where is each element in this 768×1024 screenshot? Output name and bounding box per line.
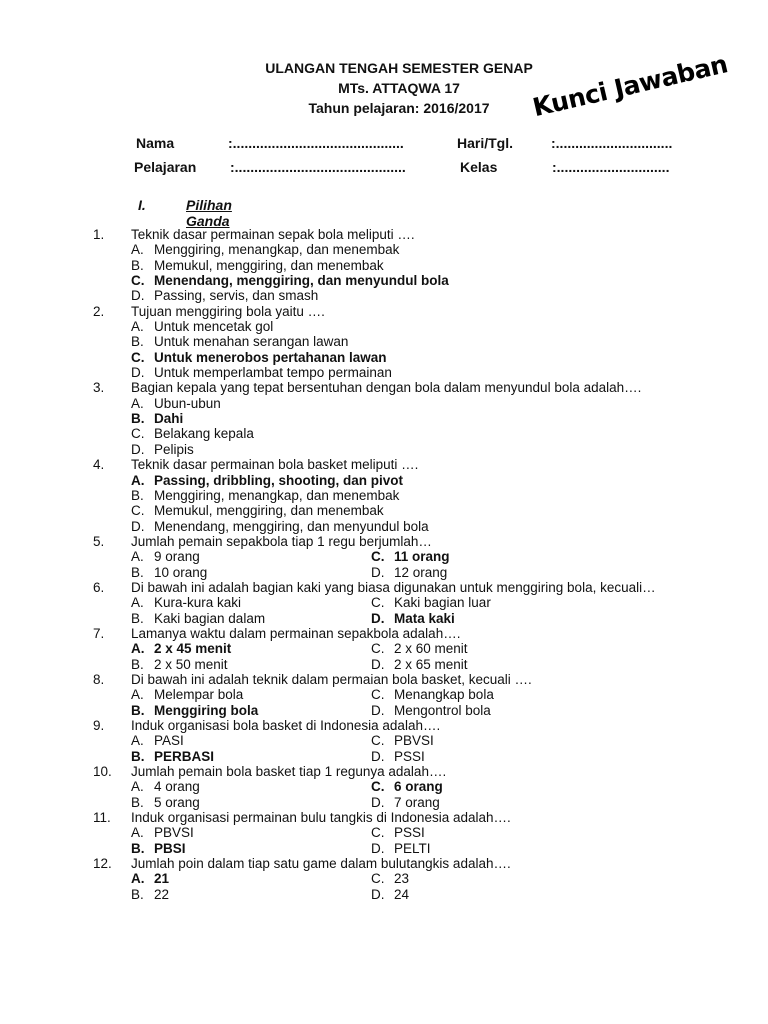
option-letter: C. (131, 273, 145, 289)
option-text: PASI (154, 733, 184, 749)
question-item (0, 626, 768, 672)
option-letter: B. (131, 656, 144, 672)
answer-key-stamp: Kunci Jawaban (530, 49, 731, 123)
question-list (0, 227, 768, 902)
option-text: PSSI (394, 748, 425, 764)
option-text: Melempar bola (154, 687, 244, 703)
option-text: Belakang kepala (154, 426, 254, 442)
option-text: Kaki bagian dalam (154, 610, 266, 626)
option-letter: B. (131, 794, 144, 810)
option-text: PERBASI (154, 748, 215, 764)
option-text: Passing, dribbling, shooting, dan pivot (154, 472, 403, 488)
option-letter: A. (131, 549, 144, 565)
option-letter: B. (131, 334, 144, 350)
option-letter: D. (371, 840, 385, 856)
kelas-field: :............................. (552, 159, 670, 175)
question-text: Induk organisasi permainan bulu tangkis di Indonesia adalah…. (131, 810, 511, 826)
question-text: Bagian kepala yang tepat bersentuhan dengan bola dalam menyundul bola adalah…. (131, 380, 642, 396)
option-text: 22 (154, 886, 170, 902)
student-info (0, 135, 768, 183)
option-letter: C. (131, 503, 145, 519)
question-number: 6. (93, 579, 105, 595)
option-letter: A. (131, 395, 144, 411)
question-item (0, 810, 768, 856)
question-item (0, 227, 768, 304)
option-text: Untuk memperlambat tempo permainan (154, 365, 392, 381)
question-item (0, 380, 768, 457)
option-letter: A. (131, 733, 144, 749)
option-letter: B. (131, 257, 144, 273)
option-letter: A. (131, 472, 145, 488)
question-item (0, 856, 768, 902)
question-number: 3. (93, 380, 105, 396)
option-text: 11 orang (394, 549, 450, 565)
option-text: PELTI (394, 840, 431, 856)
option-text: Mata kaki (394, 610, 455, 626)
option-text: Untuk menerobos pertahanan lawan (154, 349, 387, 365)
option-text: PBVSI (154, 825, 194, 841)
option-letter: D. (131, 288, 145, 304)
question-item (0, 457, 768, 534)
pelajaran-label: Pelajaran (134, 159, 197, 175)
option-letter: D. (371, 564, 385, 580)
option-text: Memukul, menggiring, dan menembak (154, 257, 384, 273)
option-text: Ubun-ubun (154, 395, 221, 411)
option-letter: A. (131, 319, 144, 335)
option-text: PBSI (154, 840, 186, 856)
option-text: Mengontrol bola (394, 702, 491, 718)
option-letter: C. (371, 825, 385, 841)
question-text: Teknik dasar permainan sepak bola meliputi …. (131, 227, 415, 242)
question-number: 5. (93, 533, 105, 549)
section-number: I. (138, 197, 146, 213)
kelas-label: Kelas (460, 159, 498, 175)
option-text: Memukul, menggiring, dan menembak (154, 503, 384, 519)
option-text: 2 x 65 menit (394, 656, 468, 672)
question-text: Jumlah pemain sepakbola tiap 1 regu berjumlah… (131, 533, 432, 549)
option-letter: A. (131, 871, 145, 887)
option-text: PSSI (394, 825, 425, 841)
option-letter: A. (131, 779, 144, 795)
option-letter: A. (131, 242, 144, 258)
option-text: 2 x 45 menit (154, 641, 232, 657)
question-item (0, 304, 768, 381)
option-text: 12 orang (394, 564, 448, 580)
question-number: 8. (93, 671, 105, 687)
option-letter: B. (131, 610, 144, 626)
option-letter: A. (131, 687, 144, 703)
option-letter: C. (371, 687, 385, 703)
exam-title: ULANGAN TENGAH SEMESTER GENAP (265, 60, 533, 76)
nama-label: Nama (136, 135, 175, 151)
option-text: Passing, servis, dan smash (154, 288, 319, 304)
option-text: 6 orang (394, 779, 443, 795)
option-letter: C. (371, 549, 385, 565)
option-text: PBVSI (394, 733, 434, 749)
option-letter: C. (371, 595, 385, 611)
option-text: 21 (154, 871, 170, 887)
option-letter: A. (131, 595, 144, 611)
academic-year: Tahun pelajaran: 2016/2017 (308, 100, 490, 116)
option-text: Menendang, menggiring, dan menyundul bola (154, 273, 449, 289)
section-title: Pilihan Ganda (186, 197, 232, 229)
option-letter: B. (131, 748, 145, 764)
question-number: 11. (93, 810, 111, 826)
question-item (0, 718, 768, 764)
question-text: Di bawah ini adalah teknik dalam permaian bola basket, kecuali …. (131, 671, 532, 687)
option-text: 7 orang (394, 794, 440, 810)
option-text: Menggiring, menangkap, dan menembak (154, 242, 400, 258)
option-text: 9 orang (154, 549, 200, 565)
option-letter: B. (131, 487, 144, 503)
option-text: 10 orang (154, 564, 208, 580)
option-letter: D. (371, 656, 385, 672)
option-letter: C. (371, 641, 385, 657)
option-text: Untuk menahan serangan lawan (154, 334, 349, 350)
option-letter: B. (131, 840, 145, 856)
question-number: 2. (93, 303, 105, 319)
option-letter: B. (131, 564, 144, 580)
option-text: Menendang, menggiring, dan menyundul bola (154, 518, 429, 534)
option-letter: D. (371, 794, 385, 810)
option-letter: B. (131, 886, 144, 902)
option-text: Dahi (154, 411, 184, 427)
question-number: 12. (93, 856, 112, 872)
option-text: 4 orang (154, 779, 200, 795)
option-letter: A. (131, 825, 144, 841)
hari-field: :.............................. (551, 135, 673, 151)
option-letter: B. (131, 411, 145, 427)
option-letter: D. (371, 702, 385, 718)
question-text: Tujuan menggiring bola yaitu …. (131, 303, 325, 319)
question-item (0, 672, 768, 718)
option-text: Kaki bagian luar (394, 595, 491, 611)
option-letter: C. (371, 871, 385, 887)
question-number: 10. (93, 764, 112, 780)
option-text: 5 orang (154, 794, 200, 810)
pelajaran-field: :............................................ (230, 159, 406, 175)
question-text: Jumlah pemain bola basket tiap 1 regunya adalah…. (131, 764, 447, 780)
option-text: Menggiring bola (154, 702, 259, 718)
option-letter: D. (371, 610, 385, 626)
option-letter: D. (131, 518, 145, 534)
option-letter: A. (131, 641, 145, 657)
question-item (0, 580, 768, 626)
option-letter: D. (131, 365, 145, 381)
option-letter: C. (371, 733, 385, 749)
question-text: Lamanya waktu dalam permainan sepakbola adalah…. (131, 625, 461, 641)
option-letter: C. (131, 349, 145, 365)
question-number: 1. (93, 227, 105, 242)
question-number: 9. (93, 718, 105, 733)
option-text: Menggiring, menangkap, dan menembak (154, 487, 400, 503)
option-text: 2 x 60 menit (394, 641, 468, 657)
option-text: Untuk mencetak gol (154, 319, 274, 335)
option-letter: D. (371, 886, 385, 902)
option-text: Menangkap bola (394, 687, 494, 703)
nama-field: :............................................ (228, 135, 404, 151)
option-letter: C. (131, 426, 145, 442)
question-number: 7. (93, 625, 105, 641)
question-item (0, 534, 768, 580)
option-text: 2 x 50 menit (154, 656, 228, 672)
option-letter: D. (131, 441, 145, 457)
option-text: Kura-kura kaki (154, 595, 242, 611)
option-letter: C. (371, 779, 385, 795)
hari-label: Hari/Tgl. (457, 135, 514, 151)
question-text: Jumlah poin dalam tiap satu game dalam bulutangkis adalah…. (131, 856, 511, 872)
question-text: Di bawah ini adalah bagian kaki yang biasa digunakan untuk menggiring bola, kecuali… (131, 579, 656, 595)
question-number: 4. (93, 457, 105, 473)
school-name: MTs. ATTAQWA 17 (338, 80, 460, 96)
question-text: Teknik dasar permainan bola basket meliputi …. (131, 457, 419, 473)
question-text: Induk organisasi bola basket di Indonesia adalah…. (131, 718, 441, 733)
question-item (0, 764, 768, 810)
option-text: Pelipis (154, 441, 194, 457)
option-letter: D. (371, 748, 385, 764)
option-letter: B. (131, 702, 145, 718)
option-text: 23 (394, 871, 410, 887)
option-text: 24 (394, 886, 410, 902)
